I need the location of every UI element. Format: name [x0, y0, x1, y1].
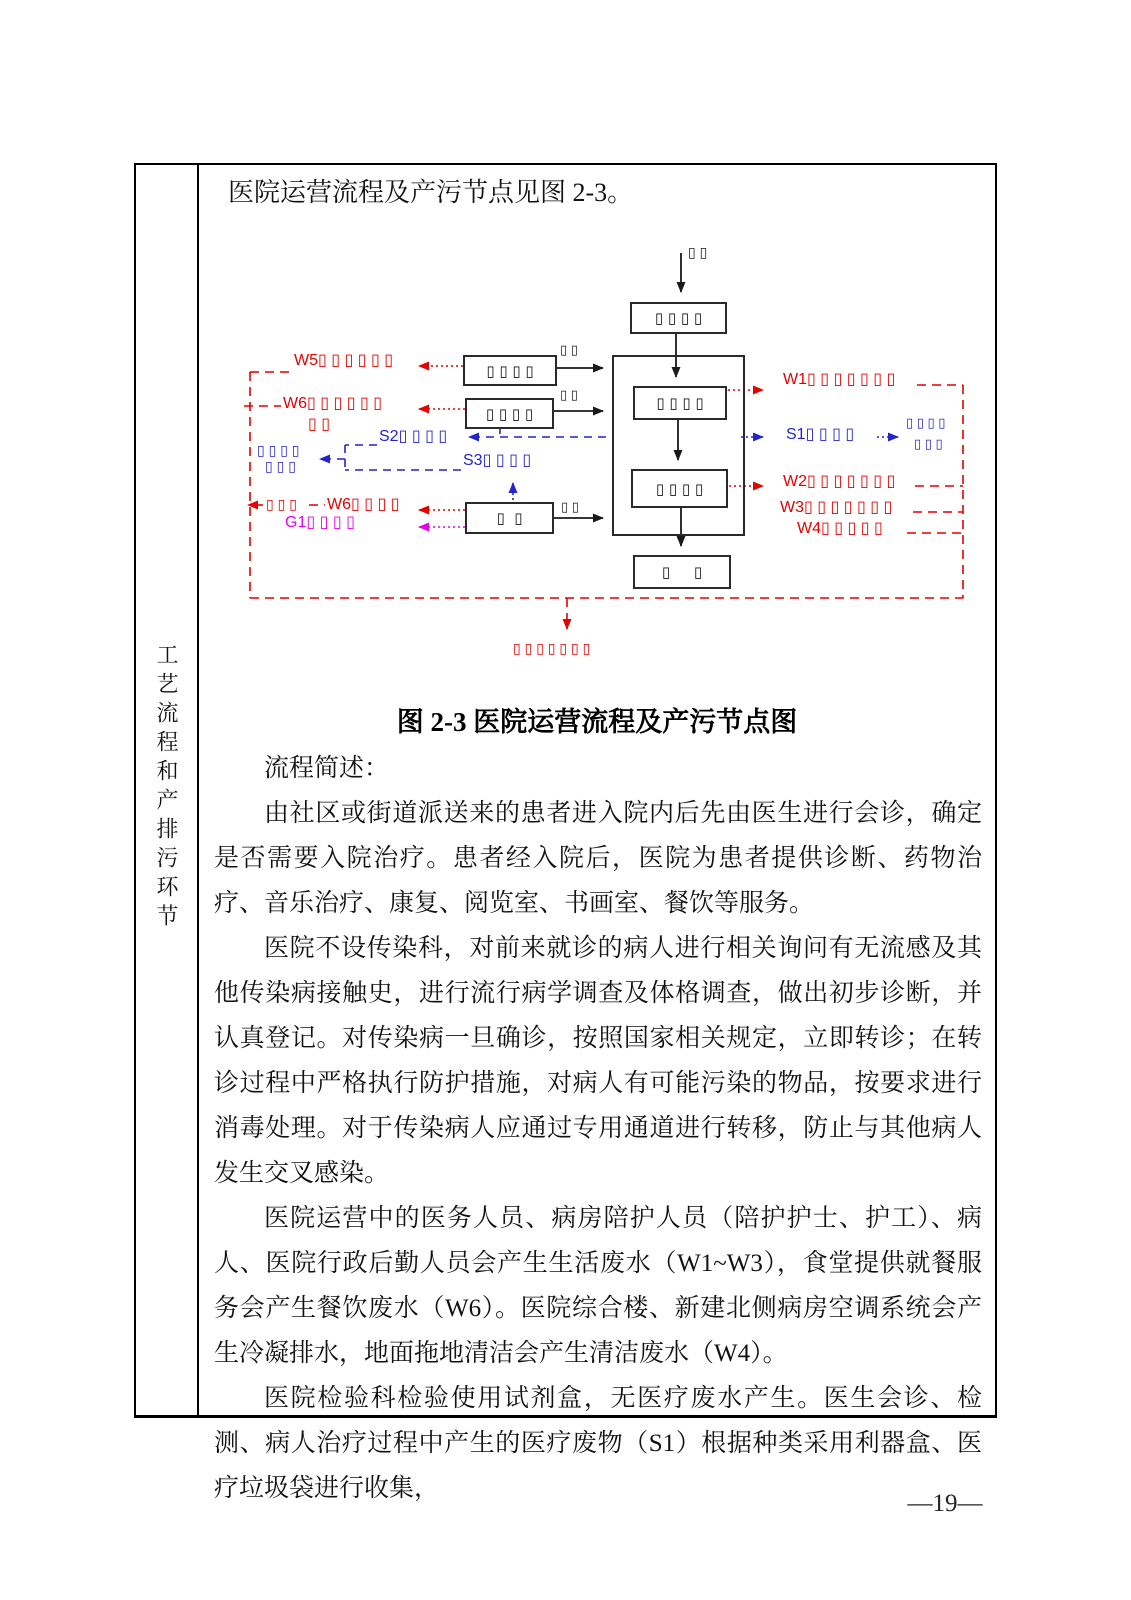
figure-caption: 图 2-3 医院运营流程及产污节点图 [396, 707, 798, 737]
output-label-g1: G1▯ ▯ ▯ ▯ [285, 514, 355, 531]
collected-wastewater-label: ▯ ▯ ▯ ▯ ▯ ▯ ▯ [513, 640, 591, 656]
paragraph-wastewater-sources: 医院运营中的医务人员、病房陪护人员（陪护护士、护工）、病人、医院行政后勤人员会产生生活废水（W1~W3），食堂提供就餐服务会产生餐饮废水（W6）。医院综合楼、新建北侧病房空调系统会产生冷凝排水，地面拖地清洁会产生清洁废水（W4）。 [214, 1205, 982, 1367]
flowchart-box-discharge: ▯ ▯ [633, 555, 731, 589]
flowchart-box-support-mid: ▯ ▯ ▯ ▯ [465, 398, 554, 429]
process-description [214, 746, 982, 1511]
output-label-w4: W4▯ ▯ ▯ ▯ ▯ [797, 520, 883, 537]
section-heading: 流程简述： [264, 755, 390, 782]
s2-destination-line2: ▯ ▯ ▯ [265, 458, 296, 474]
paragraph-patient-flow: 由社区或街道派送来的患者进入院内后先由医生进行会诊，确定是否需要入院治疗。患者经入院后，医院为患者提供诊断、药物治疗、音乐治疗、康复、阅览室、书画室、餐饮等服务。 [214, 800, 982, 917]
s1-destination-line2: ▯ ▯ ▯ [914, 436, 943, 451]
output-label-w6-line1: W6▯ ▯ ▯ ▯ ▯ ▯ [283, 395, 383, 412]
figure-reference-text: 医院运营流程及产污节点见图 2-3。 [228, 178, 634, 207]
flowchart-box-support-bottom: ▯ ▯ [465, 502, 554, 534]
paragraph-infection-control: 医院不设传染科，对前来就诊的病人进行相关询问有无流感及其他传染病接触史，进行流行病学调查及体格调查，做出初步诊断，并认真登记。对传染病一旦确诊，按照国家相关规定，立即转诊；在转诊过程中严格执行防护措施，对病人有可能污染的物品，按要求进行消毒处理。对于传染病人应通过专用通道进行转移，防止与其他病人发生交叉感染。 [214, 935, 982, 1187]
connector-label-top: ▯ ▯ [560, 342, 578, 357]
output-label-w5: W5▯ ▯ ▯ ▯ ▯ ▯ [294, 352, 394, 369]
flowchart-main-process-frame [612, 355, 745, 536]
connector-label-mid: ▯ ▯ [560, 387, 578, 402]
output-label-s3: S3▯ ▯ ▯ ▯ [463, 452, 532, 469]
output-label-s1: S1▯ ▯ ▯ ▯ [786, 426, 855, 443]
flowchart-box-process-top: ▯ ▯ ▯ ▯ [633, 386, 727, 420]
output-label-w6-line2: ▯ ▯ [308, 416, 331, 433]
output-label-s2: S2▯ ▯ ▯ ▯ [379, 428, 448, 445]
row-header-process-section: 工艺流程和产排污环节 [154, 643, 179, 933]
output-label-w1: W1▯ ▯ ▯ ▯ ▯ ▯ ▯ [783, 371, 896, 388]
output-label-w6b: W6▯ ▯ ▯ ▯ [327, 496, 400, 513]
page-number: —19— [907, 1490, 983, 1517]
flowchart-box-support-top: ▯ ▯ ▯ ▯ [463, 355, 557, 386]
s2-destination-line1: ▯ ▯ ▯ ▯ [257, 442, 300, 458]
output-label-w2: W2▯ ▯ ▯ ▯ ▯ ▯ ▯ [783, 473, 896, 490]
far-left-destination: ▯ ▯ ▯ [266, 496, 297, 512]
table-cell-divider [197, 163, 199, 1415]
paragraph-medical-waste: 医院检验科检验使用试剂盒，无医疗废水产生。医生会诊、检测、病人治疗过程中产生的医疗废物（S1）根据种类采用利器盒、医疗垃圾袋进行收集， [214, 1385, 982, 1502]
flowchart-box-registration: ▯ ▯ ▯ ▯ [630, 302, 727, 334]
connector-label-bottom: ▯ ▯ [561, 499, 579, 514]
s1-destination-line1: ▯ ▯ ▯ ▯ [906, 415, 946, 430]
entry-flow-label: ▯ ▯ [688, 244, 708, 260]
output-label-w3: W3▯ ▯ ▯ ▯ ▯ ▯ ▯ [780, 499, 893, 516]
flowchart-box-process-bottom: ▯ ▯ ▯ ▯ [631, 469, 728, 508]
